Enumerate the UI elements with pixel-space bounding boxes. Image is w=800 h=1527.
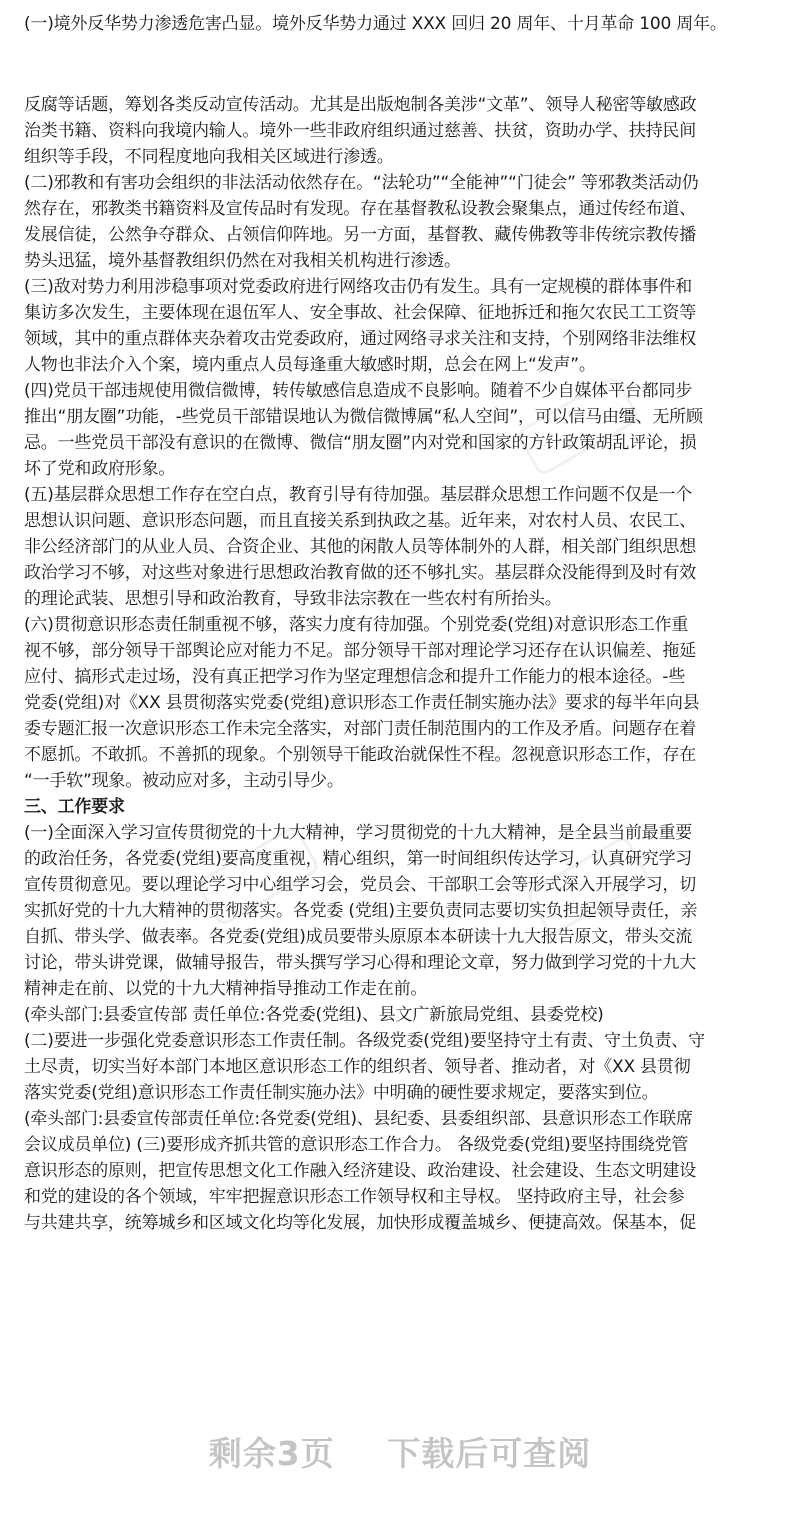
text-line: 势头迅猛，境外基督教组织仍然在对我相关机构进行渗透。 <box>24 251 461 271</box>
text-line: 反腐等话题，筹划各类反动宣传活动。尤其是出版炮制各美涉“文革”、领导人秘密等敏感政 <box>24 95 697 115</box>
text-line: (牵头部门:县委宣传部责任单位:各党委(党组)、县纪委、县委组织部、县意识形态工作联席 <box>24 1109 693 1129</box>
text-line: 讨论，带头讲党课，做辅导报告，带头撰写学习心得和理论文章，努力做到学习党的十九大 <box>24 953 696 973</box>
text-line: 忌。一些党员干部没有意识的在微博、微信“朋友圈”内对党和国家的方针政策胡乱评论，损 <box>24 433 697 453</box>
text-line: 治类书籍、资料向我境内输人。境外一些非政府组织通过慈善、扶贫，资助办学、扶持民间 <box>24 121 696 141</box>
body-text <box>24 92 705 1236</box>
text-line: 政治学习不够，对这些对象进行思想政治教育做的还不够扎实。基层群众没能得到及时有效 <box>24 563 696 583</box>
text-line: 组织等手段，不同程度地向我相关区域进行渗透。 <box>24 147 394 167</box>
text-line: 党委(党组)对《XX 县贯彻落实党委(党组)意识形态工作责任制实施办法》要求的每半年向县 <box>24 693 700 713</box>
text-line: 落实党委(党组)意识形态工作责任制实施办法》中明确的硬性要求规定，要落实到位。 <box>24 1083 659 1103</box>
section-heading: 三、工作要求 <box>24 797 125 817</box>
text-line: (四)党员干部违规使用微信微博，转传敏感信息造成不良影响。随着不少自媒体平台都同步 <box>24 381 693 401</box>
text-line: 坏了党和政府形象。 <box>24 459 176 479</box>
text-line: 自抓、带头学、做表率。各党委(党组)成员要带头原原本本研读十九大报告原文，带头交流 <box>24 927 693 947</box>
text-line: (一)境外反华势力渗透危害凸显。境外反华势力通过 XXX 回归 20 周年、十月革命 100 周年。 <box>24 14 727 34</box>
text-line: 非公经济部门的从业人员、合资企业、其他的闲散人员等体制外的人群，相关部门组织思想 <box>24 537 696 557</box>
remaining-pages-label: 剩余3页 <box>208 1434 335 1473</box>
text-line: “一手软”现象。被动应对多，主动引导少。 <box>24 771 344 791</box>
text-line: (三)敌对势力利用涉稳事项对党委政府进行网络攻击仍有发生。具有一定规模的群体事件和 <box>24 277 693 297</box>
text-line: 精神走在前、以党的十九大精神指导推动工作走在前。 <box>24 979 428 999</box>
text-line: 会议成员单位) (三)要形成齐抓共管的意识形态工作合力。 各级党委(党组)要坚持围绕党管 <box>24 1135 689 1155</box>
text-line: 土尽责，切实当好本部门本地区意识形态工作的组织者、领导者、推动者，对《XX 县贯彻 <box>24 1057 691 1077</box>
text-line: 推出“朋友圈”功能，-些党员干部错误地认为微信微博属“私人空间”，可以信马由缰、无所顾 <box>24 407 703 427</box>
text-line: 然存在，邪教类书籍资料及宣传品时有发现。存在基督教私设教会聚集点，通过传经布道、 <box>24 199 696 219</box>
text-line: 领域，其中的重点群体夹杂着攻击党委政府，通过网络寻求关注和支持，个别网络非法维权 <box>24 329 696 349</box>
text-line: (一)全面深入学习宣传贯彻党的十九大精神，学习贯彻党的十九大精神，是全县当前最重要 <box>24 823 693 843</box>
text-line: 的政治任务，各党委(党组)要高度重视，精心组织，第一时间组织传达学习，认真研究学习 <box>24 849 693 869</box>
text-line: 集访多次发生，主要体现在退伍军人、安全事故、社会保障、征地拆迁和拖欠农民工工资等 <box>24 303 696 323</box>
text-line: (六)贯彻意识形态责任制重视不够，落实力度有待加强。个别党委(党组)对意识形态工作重 <box>24 615 689 635</box>
text-line: (二)邪教和有害功会组织的非法活动依然存在。“法轮功”“全能神”“门徒会” 等邪教类活动仍 <box>24 173 699 193</box>
text-line: 人物也非法介入个案，境内重点人员每逢重大敏感时期，总会在网上“发声”。 <box>24 355 596 375</box>
text-line: 不愿抓。不敢抓。不善抓的现象。个别领导干能政治就保性不程。忽视意识形态工作，存在 <box>24 745 696 765</box>
text-line: (五)基层群众思想工作存在空白点，教育引导有待加强。基层群众思想工作问题不仅是一个 <box>24 485 693 505</box>
text-line: 实抓好党的十九大精神的贯彻落实。各党委 (党组)主要负责同志要切实负担起领导责任，亲 <box>24 901 698 921</box>
text-line: 和党的建设的各个领域，牢牢把握意识形态工作领导权和主导权。 坚持政府主导，社会参 <box>24 1187 685 1207</box>
text-line: 应付、搞形式走过场，没有真正把学习作为坚定理想信念和提升工作能力的根本途径。-些 <box>24 667 686 687</box>
text-line: 发展信徒，公然争夺群众、占领信仰阵地。另一方面，基督教、藏传佛教等非传统宗教传播 <box>24 225 696 245</box>
text-line: 视不够，部分领导干部舆论应对能力不足。部分领导干部对理论学习还存在认识偏差、拖延 <box>24 641 696 661</box>
text-line: 与共建共享，统筹城乡和区域文化均等化发展，加快形成覆盖城乡、便捷高效。保基本，促 <box>24 1213 696 1233</box>
remaining-pages-banner[interactable] <box>0 1428 800 1475</box>
download-to-view-label: 下载后可查阅 <box>387 1434 592 1473</box>
text-line: 意识形态的原则，把宣传思想文化工作融入经济建设、政治建设、社会建设、生态文明建设 <box>24 1161 696 1181</box>
text-line: 委专题汇报一次意识形态工作未完全落实，对部门责任制范围内的工作及矛盾。问题存在着 <box>24 719 696 739</box>
text-line: 思想认识问题、意识形态问题，而且直接关系到执政之基。近年来，对农村人员、农民工、 <box>24 511 696 531</box>
text-line: 的理论武装、思想引导和政治教育，导致非法宗教在一些农村有所抬头。 <box>24 589 562 609</box>
top-line <box>24 11 727 37</box>
text-line: 宣传贯彻意见。要以理论学习中心组学习会，党员会、干部职工会等形式深入开展学习，切 <box>24 875 696 895</box>
text-line: (二)要进一步强化党委意识形态工作责任制。各级党委(党组)要坚持守土有责、守土负责、守 <box>24 1031 705 1051</box>
text-line: (牵头部门:县委宣传部 责任单位:各党委(党组)、县文广新旅局党组、县委党校) <box>24 1005 604 1025</box>
